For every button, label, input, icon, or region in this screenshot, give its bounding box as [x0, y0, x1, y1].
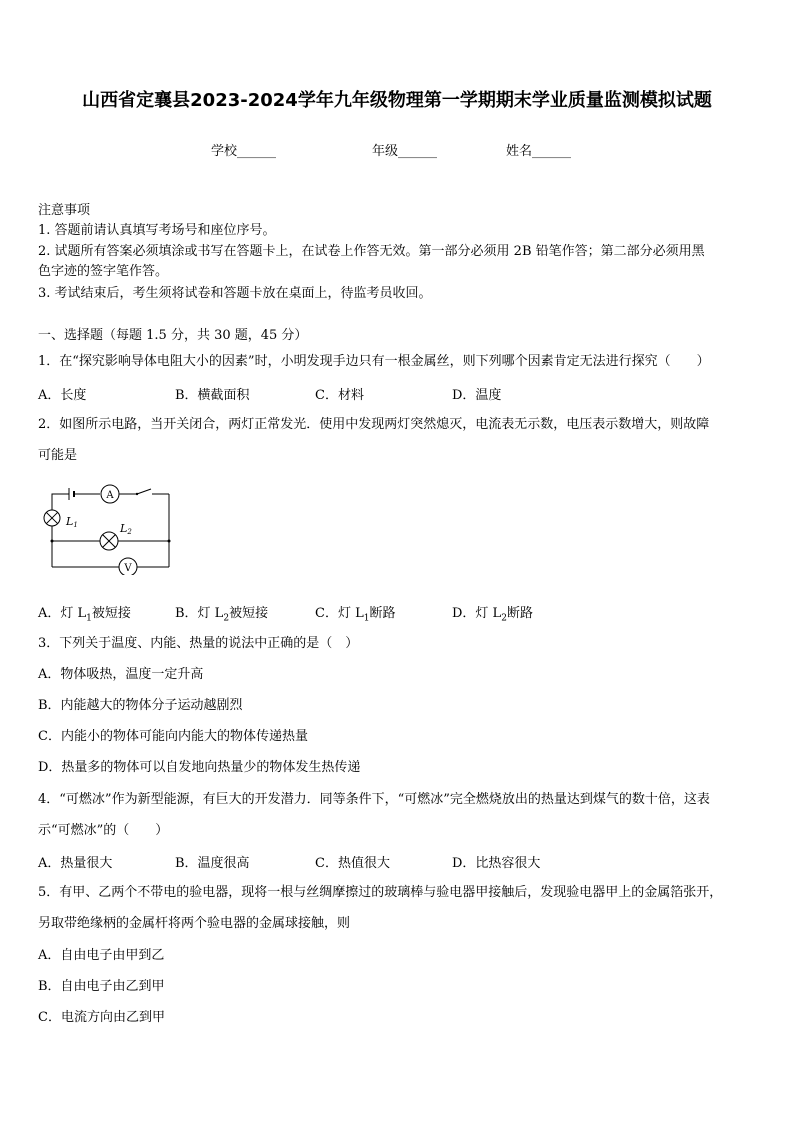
- option-b: B．温度很高: [175, 856, 250, 871]
- option-a: A．物体吸热，温度一定升高: [38, 667, 204, 682]
- notice-item: 1. 答题前请认真填写考场号和座位序号。: [38, 223, 276, 238]
- name-field: [506, 140, 571, 159]
- option-d: D．温度: [452, 388, 502, 403]
- school-label: 学校: [211, 144, 238, 159]
- option-c: C．材料: [315, 388, 364, 403]
- question-2-stem-cont: 可能是: [38, 448, 78, 463]
- grade-blank: ______: [398, 144, 438, 159]
- notice-item: 3. 考试结束后，考生须将试卷和答题卡放在桌面上，待监考员收回。: [38, 286, 432, 301]
- school-field: [211, 140, 276, 159]
- circuit-diagram: [36, 480, 176, 575]
- page-title: 山西省定襄县2023-2024学年九年级物理第一学期期末学业质量监测模拟试题: [82, 90, 712, 111]
- section-heading: 一、选择题（每题 1.5 分，共 30 题，45 分）: [38, 328, 308, 343]
- option-c: C．内能小的物体可能向内能大的物体传递热量: [38, 729, 308, 744]
- option-d: D．比热容很大: [452, 856, 541, 871]
- question-1-stem: 1．在“探究影响导体电阻大小的因素”时，小明发现手边只有一根金属丝，则下列哪个因素肯定无法进行探究（ ）: [38, 354, 710, 369]
- notice-heading: 注意事项: [38, 203, 91, 218]
- option-b: B．灯 $L_2$被短接: [175, 606, 269, 624]
- notice-item: 2. 试题所有答案必须填涂或书写在答题卡上，在试卷上作答无效。第一部分必须用 2B 铅笔作答；第二部分必须用黑: [38, 244, 705, 259]
- option-d: D．热量多的物体可以自发地向热量少的物体发生热传递: [38, 760, 361, 775]
- option-a: A．热量很大: [38, 856, 113, 871]
- ammeter-label: A: [106, 490, 114, 501]
- option-a: A．长度: [38, 388, 87, 403]
- lamp-l1-label: L1: [66, 515, 78, 529]
- question-4-stem-cont: 示“可燃冰”的（ ）: [38, 823, 169, 838]
- switch-icon: [137, 489, 151, 494]
- option-b: B．横截面积: [175, 388, 250, 403]
- question-5-stem-cont: 另取带绝缘柄的金属杆将两个验电器的金属球接触，则: [38, 916, 351, 931]
- option-b: B．自由电子由乙到甲: [38, 979, 165, 994]
- option-c: C．灯 $L_1$断路: [315, 606, 396, 624]
- grade-label: 年级: [372, 144, 399, 159]
- school-blank: ______: [237, 144, 277, 159]
- option-d: D．灯 $L_2$断路: [452, 606, 533, 624]
- option-a: A．灯 $L_1$被短接: [38, 606, 131, 624]
- question-5-stem: 5．有甲、乙两个不带电的验电器，现将一根与丝绸摩擦过的玻璃棒与验电器甲接触后，发现验电器甲上的金属箔张开，: [38, 885, 723, 900]
- question-3-stem: 3．下列关于温度、内能、热量的说法中正确的是（ ）: [38, 636, 359, 651]
- name-blank: ______: [532, 144, 572, 159]
- voltmeter-label: V: [124, 563, 132, 574]
- question-4-stem: 4．“可燃冰”作为新型能源，有巨大的开发潜力．同等条件下，“可燃冰”完全燃烧放出的热量达到煤气的数十倍，这表: [38, 792, 710, 807]
- question-2-stem: 2．如图所示电路，当开关闭合，两灯正常发光．使用中发现两灯突然熄灭，电流表无示数，电压表示数增大，则故障: [38, 417, 710, 432]
- name-label: 姓名: [506, 144, 533, 159]
- option-b: B．内能越大的物体分子运动越剧烈: [38, 698, 243, 713]
- option-a: A．自由电子由甲到乙: [38, 948, 165, 963]
- notice-item: 色字迹的签字笔作答。: [38, 264, 169, 279]
- option-c: C．电流方向由乙到甲: [38, 1010, 165, 1025]
- lamp-l2-label: L2: [120, 522, 132, 536]
- option-c: C．热值很大: [315, 856, 390, 871]
- grade-field: [372, 140, 437, 159]
